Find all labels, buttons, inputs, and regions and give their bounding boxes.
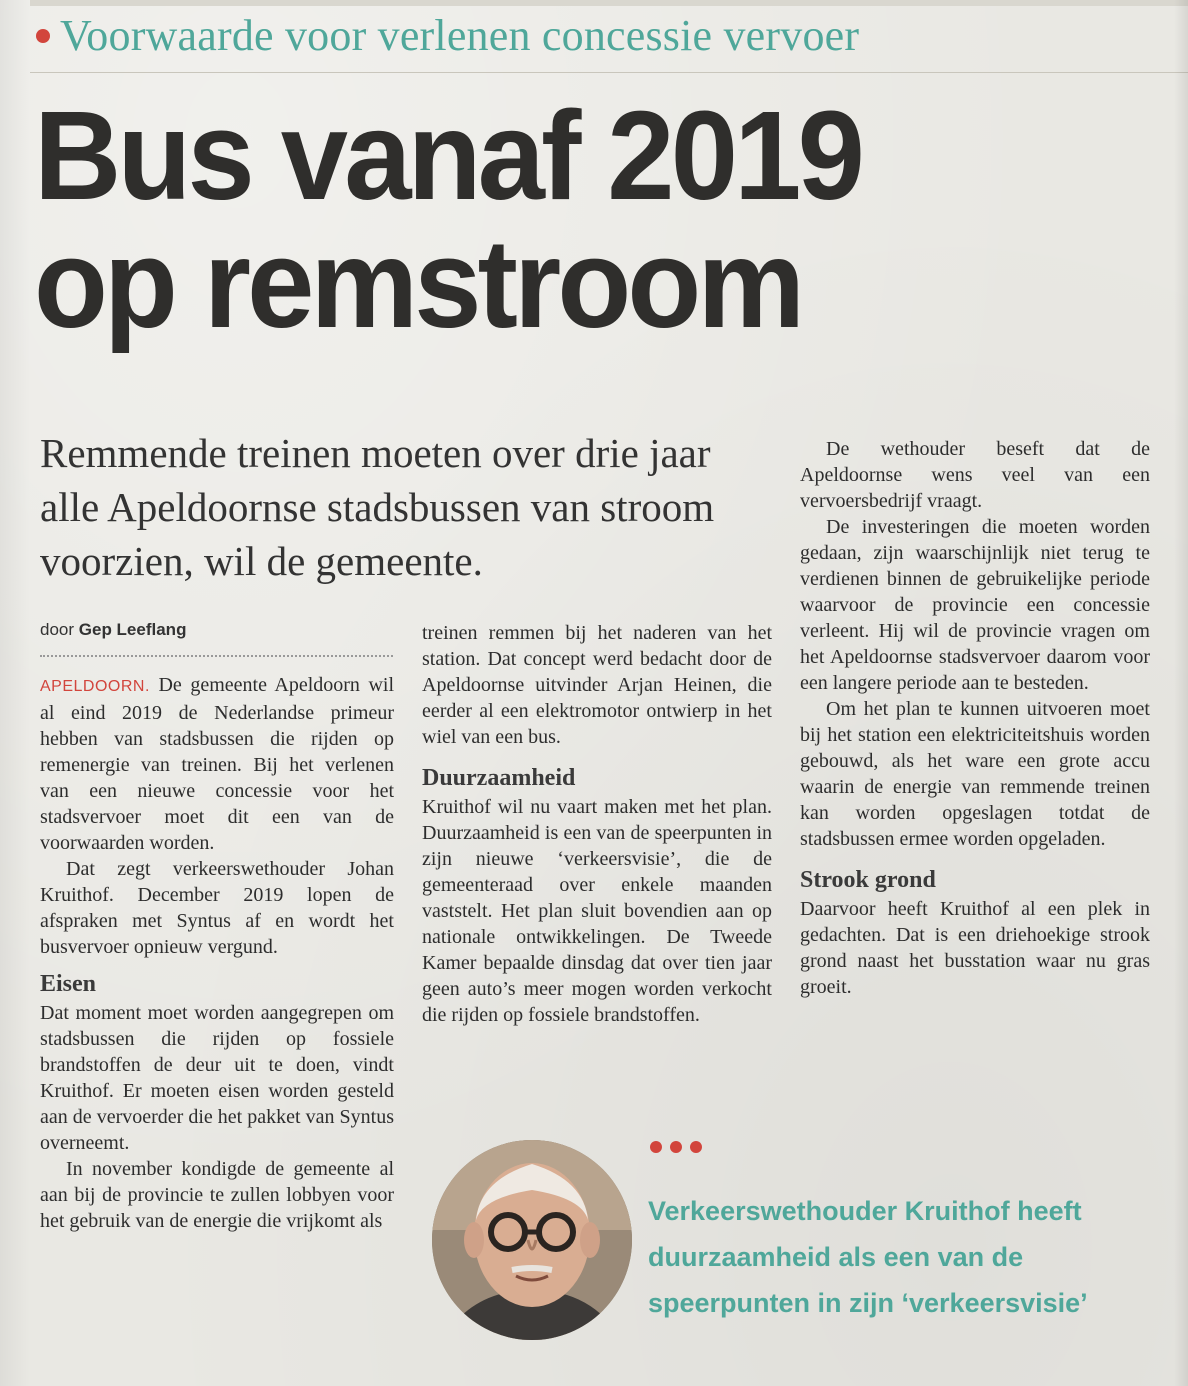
- paragraph: Kruithof wil nu vaart maken met het plan. Duurzaamheid is een van de speerpunten in zijn nieuwe ‘verkeersvisie’, die de gemeenteraad over enkele maanden vaststelt. Het plan sluit bovendien aan op nationale ontwikkelingen. De Tweede Kamer bepaalde dinsdag dat over tien jaar geen auto’s meer mogen worden verkocht die rijden op fossiele brandstoffen.: [422, 796, 772, 1026]
- subheading-eisen: Eisen: [40, 971, 97, 997]
- kicker-text: Voorwaarde voor verlenen concessie vervoer: [60, 11, 860, 60]
- byline: [40, 620, 186, 640]
- headline-line-1: Bus vanaf 2019: [34, 85, 862, 226]
- paragraph: treinen remmen bij het naderen van het station. Dat concept werd bedacht door de Apeldoornse uitvinder Arjan Heinen, die eerder al een elektromotor ontwierp in het wiel van een bus.: [422, 622, 772, 748]
- dot-icon: [670, 1141, 682, 1153]
- paragraph: Dat moment moet worden aangegrepen om stadsbussen die rijden op fossiele brandstoffen de deur uit te doen, vindt Kruithof. Er moeten eisen worden gesteld aan de vervoerder die het pakket van Syntus overneemt.: [40, 1002, 394, 1154]
- pull-quote: Verkeerswethouder Kruithof heeft duurzaamheid als een van de speerpunten in zijn ‘verkeersvisie’: [648, 1196, 1088, 1318]
- subheading-duurzaamheid: Duurzaamheid: [422, 765, 576, 791]
- dateline: APELDOORN.: [40, 678, 150, 695]
- top-rule: [30, 0, 1188, 6]
- paragraph: Dat zegt verkeerswethouder Johan Kruithof. December 2019 lopen de afspraken met Syntus af en wordt het busvervoer opnieuw vergund.: [40, 858, 394, 958]
- paragraph: Daarvoor heeft Kruithof al een plek in gedachten. Dat is een driehoekige strook grond naast het busstation waar nu gras groeit.: [800, 898, 1150, 998]
- quote-dots: [650, 1140, 710, 1158]
- kicker: [36, 10, 859, 61]
- headline: [34, 85, 1128, 354]
- article-column-3: [800, 436, 1150, 1000]
- byline-prefix: door: [40, 620, 75, 639]
- byline-author: Gep Leeflang: [78, 620, 187, 639]
- article-column-2: [422, 620, 772, 1028]
- byline-divider: [40, 655, 393, 657]
- page-shadow-left: [0, 0, 30, 1386]
- page-shadow-right: [1174, 0, 1188, 1386]
- paragraph: De investeringen die moeten worden gedaan, zijn waarschijnlijk niet terug te verdienen binnen de gebruikelijke periode waarvoor de provincie een concessie verleent. Hij wil de provincie vragen om het Apeldoornse stadsvervoer daarom voor een langere periode aan te besteden.: [800, 516, 1150, 694]
- paragraph: APELDOORN. De gemeente Apeldoorn wil al eind 2019 de Nederlandse primeur hebben van stadsbussen die rijden op remenergie van treinen. Bij het verlenen van een nieuwe concessie voor het stadsvervoer moet dit een van de voorwaarden worden.: [40, 674, 395, 854]
- dot-icon: [650, 1141, 662, 1153]
- dot-icon: [690, 1141, 702, 1153]
- paragraph: De wethouder beseft dat de Apeldoornse wens veel van een vervoersbedrijf vraagt.: [800, 438, 1150, 512]
- subheading-strook-grond: Strook grond: [800, 867, 936, 893]
- article-column-1: [40, 672, 394, 1234]
- paragraph: In november kondigde de gemeente al aan bij de provincie te zullen lobbyen voor het gebruik van de energie die vrijkomt als: [40, 1158, 394, 1232]
- kicker-rule: [30, 72, 1188, 73]
- headline-line-2: op remstroom: [34, 213, 802, 354]
- paragraph: Om het plan te kunnen uitvoeren moet bij het station een elektriciteitshuis worden gebouwd, als het ware een grote accu waarin de energie van remmende treinen kan worden opgeslagen totdat de stadsbussen ermee worden opgeladen.: [800, 698, 1150, 850]
- portrait-photo: [432, 1140, 632, 1340]
- intro-lead: Remmende treinen moeten over drie jaar alle Apeldoornse stadsbussen van stroom voorzien, wil de gemeente.: [40, 430, 715, 584]
- portrait-illustration: [432, 1140, 632, 1340]
- bullet-dot-icon: [36, 29, 50, 43]
